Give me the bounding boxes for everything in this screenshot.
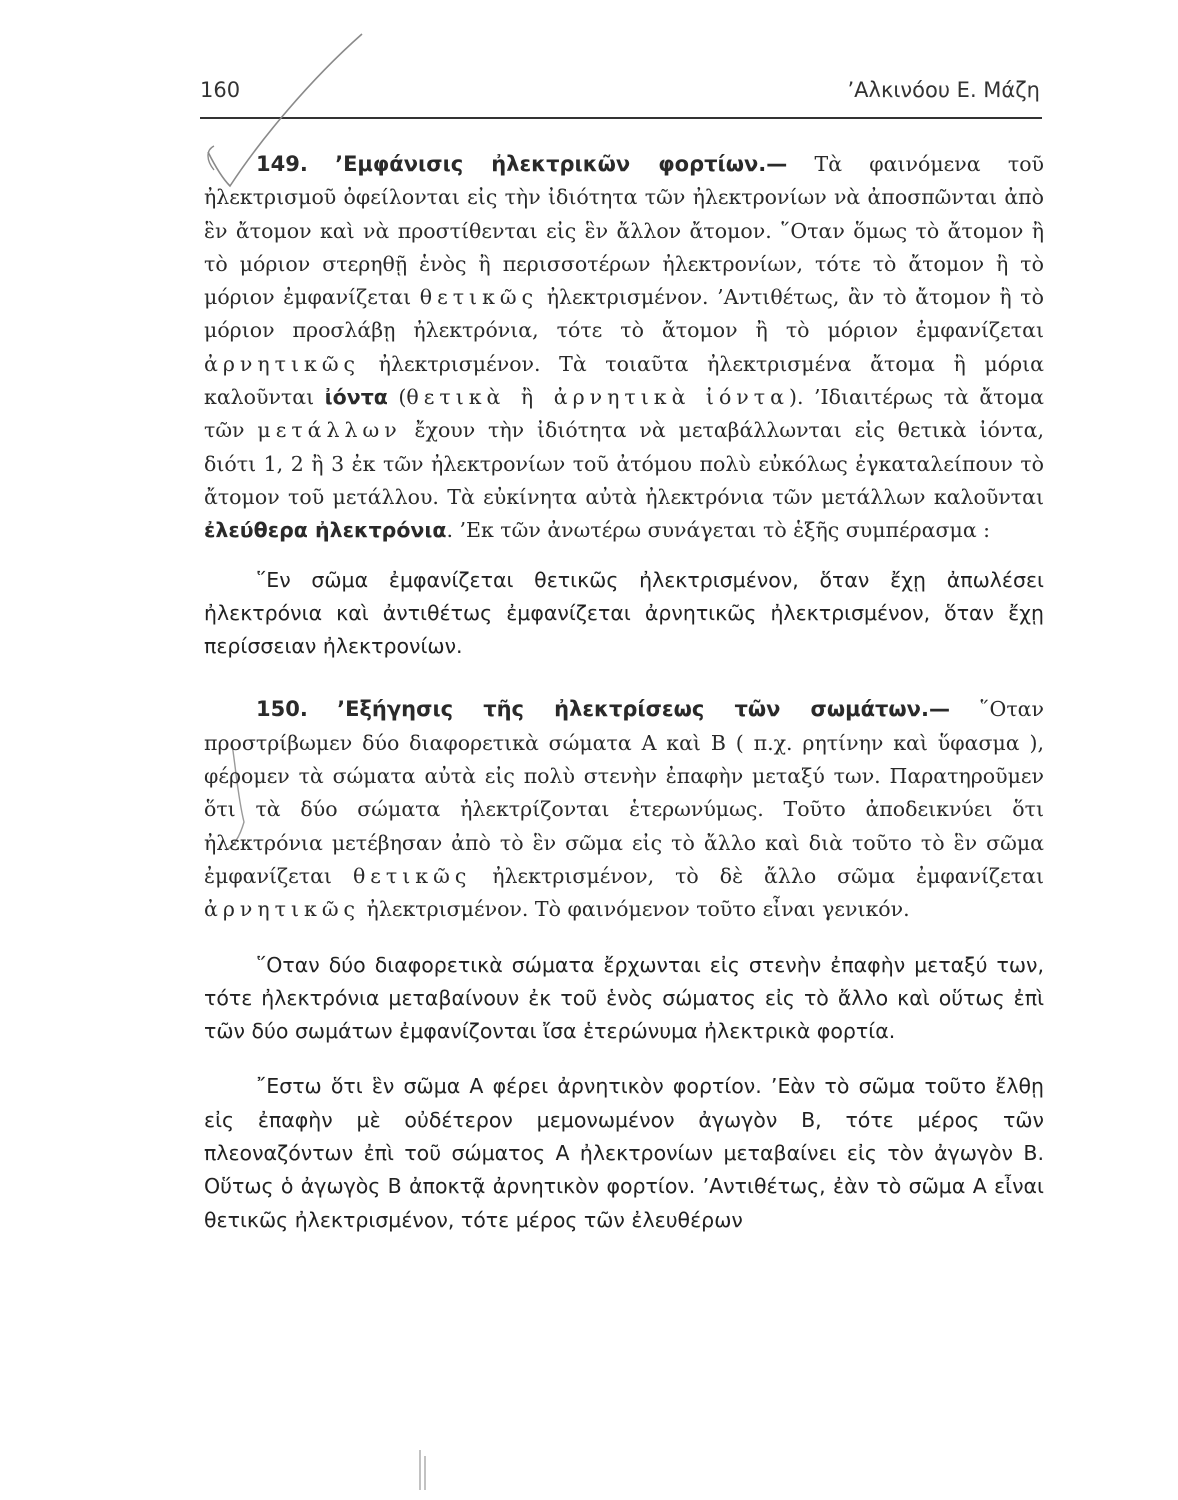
section-150-paragraph: 150. ’Εξήγησις τῆς ἠλεκτρίσεως τῶν σωμάτων.— ῞Οταν προστρίβωμεν δύο διαφορετικὰ σώματα Α καὶ Β ( π.χ. ρητίνην καὶ ὕφασμα ), φέρομεν τὰ σώματα αὐτὰ εἰς πολὺ στενὴν ἐπαφὴν μεταξύ των. Παρατηροῦμεν ὅτι τὰ δύο σώματα ἠλεκτρίζονται ἑτερωνύμως. Τοῦτο ἀποδεικνύει ὅτι ἠλεκτρόνια μετέβησαν ἀπὸ τὸ ἓν σῶμα εἰς τὸ ἄλλο καὶ διὰ τοῦτο τὸ ἓν σῶμα ἐμφανίζεται θετικῶς ἠλεκτρισμένον, τὸ δὲ ἄλλο σῶμα ἐμφανίζεται ἀρνητικῶς ἠλεκτρισμένον. Τὸ φαινόμενον τοῦτο εἶναι γενικόν. <box>204 697 1044 922</box>
page-header <box>200 78 1040 112</box>
spine-mark <box>417 1450 429 1490</box>
emphasis-negatively: ἀρνητικῶς <box>204 351 361 376</box>
section-150-number: 150. <box>256 697 308 722</box>
page-number: 160 <box>200 78 241 102</box>
emphasis-positively: θετικῶς <box>419 285 539 310</box>
section-150-title: ’Εξήγησις τῆς ἠλεκτρίσεως τῶν σωμάτων.— <box>337 697 950 722</box>
running-head: ’Αλκινόου Ε. Μάζη <box>847 78 1040 102</box>
section-149-title: ’Εμφάνισις ἠλεκτρικῶν φορτίων.— <box>335 152 788 176</box>
page-body <box>204 148 1044 1237</box>
section-150-paragraph-3: ῎Εστω ὅτι ἓν σῶμα Α φέρει ἀρνητικὸν φορτίον. ’Εὰν τὸ σῶμα τοῦτο ἔλθῃ εἰς ἐπαφὴν μὲ οὐδέτερον μεμονωμένον ἀγωγὸν Β, τότε μέρος τῶν πλεοναζόντων ἐπὶ τοῦ σώματος Α ἠλεκτρονίων μεταβαίνει εἰς τὸν ἀγωγὸν Β. Οὕτως ὁ ἀγωγὸς Β ἀποκτᾷ ἀρνητικὸν φορτίον. ’Αντιθέτως, ἐὰν τὸ σῶμα Α εἶναι θετικῶς ἠλεκτρισμένον, τότε μέρος τῶν ἐλευθέρων <box>204 1074 1044 1232</box>
section-149-summary: ῞Εν σῶμα ἐμφανίζεται θετικῶς ἠλεκτρισμένον, ὅταν ἔχῃ ἀπωλέσει ἠλεκτρόνια καὶ ἀντιθέτως ἐμφανίζεται ἀρνητικῶς ἠλεκτρισμένον, ὅταν ἔχῃ περίσσειαν ἠλεκτρονίων. <box>204 567 1044 659</box>
term-free-electrons: ἐλεύθερα ἠλεκτρόνια <box>204 518 447 543</box>
section-149-paragraph: 149. ’Εμφάνισις ἠλεκτρικῶν φορτίων.— Τὰ φαινόμενα τοῦ ἠλεκτρισμοῦ ὀφείλονται εἰς τὴν ἰδιότητα τῶν ἠλεκτρονίων νὰ ἀποσπῶνται ἀπὸ ἓν ἄτομον καὶ νὰ προστίθενται εἰς ἓν ἄλλον ἄτομον. ῞Οταν ὅμως τὸ ἄτομον ἢ τὸ μόριον στερηθῇ ἑνὸς ἢ περισσοτέρων ἠλεκτρονίων, τότε τὸ ἄτομον ἢ τὸ μόριον ἐμφανίζεται θετικῶς ἠλεκτρισμένον. ’Αντιθέτως, ἂν τὸ ἄτομον ἢ τὸ μόριον προσλάβῃ ἠλεκτρόνια, τότε τὸ ἄτομον ἢ τὸ μόριον ἐμφανίζεται ἀρνητικῶς ἠλεκτρισμένον. Τὰ τοιαῦτα ἠλεκτρισμένα ἄτομα ἢ μόρια καλοῦνται ἰόντα (θετικὰ ἢ ἀρνητικὰ ἰόντα). ’Ιδιαιτέρως τὰ ἄτομα τῶν μετάλλων ἔχουν τὴν ἰδιότητα νὰ μεταβάλλωνται εἰς θετικὰ ἰόντα, διότι 1, 2 ἢ 3 ἐκ τῶν ἠλεκτρονίων τοῦ ἀτόμου πολὺ εὐκόλως ἐγκαταλείπουν τὸ ἄτομον τοῦ μετάλλου. Τὰ εὐκίνητα αὐτὰ ἠλεκτρόνια τῶν μετάλλων καλοῦνται ἐλεύθερα ἠλεκτρόνια. ’Εκ τῶν ἀνωτέρω συνάγεται τὸ ἑξῆς συμπέρασμα : <box>204 152 1045 543</box>
term-ions: ἰόντα <box>324 385 388 410</box>
emphasis-ion-types: θετικὰ ἢ ἀρνητικὰ ἰόντα <box>406 385 789 410</box>
section-150-summary: ῞Οταν δύο διαφορετικὰ σώματα ἔρχωνται εἰς στενὴν ἐπαφὴν μεταξύ των, τότε ἠλεκτρόνια μεταβαίνουν ἐκ τοῦ ἑνὸς σώματος εἰς τὸ ἄλλο καὶ οὕτως ἐπὶ τῶν δύο σωμάτων ἐμφανίζονται ἴσα ἑτερώνυμα ἠλεκτρικὰ φορτία. <box>204 952 1044 1044</box>
emphasis-positively-150: θετικῶς <box>352 863 472 888</box>
emphasis-metals: μετάλλων <box>257 418 402 443</box>
emphasis-negatively-150: ἀρνητικῶς <box>204 897 361 922</box>
header-rule <box>200 117 1042 119</box>
section-149-number: 149. <box>256 152 308 176</box>
